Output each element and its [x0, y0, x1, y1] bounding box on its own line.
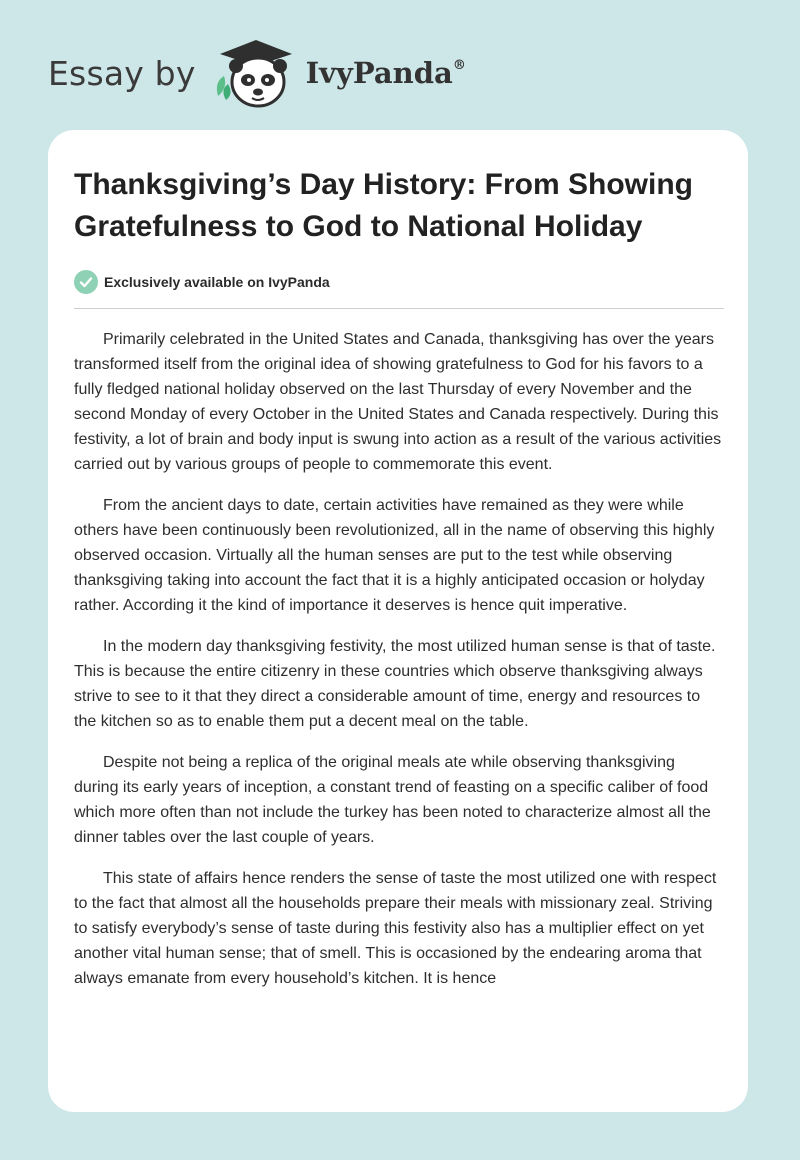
essay-body — [74, 327, 722, 991]
panda-graduate-icon — [212, 36, 300, 110]
brand-name: IvyPanda® — [305, 56, 466, 90]
brand-prefix: Essay by — [48, 53, 196, 93]
paragraph: From the ancient days to date, certain activities have remained as they were while others have been continuously been revolutionized, all in the name of observing this highly observed occasion. Virtually all the human senses are put to the test while observing thanksgiving taking into account the fact that it is a highly anticipated occasion or holyday rather. According it the kind of importance it deserves is hence quit imperative. — [74, 497, 715, 614]
paragraph: This state of affairs hence renders the sense of taste the most utilized one with respect to the fact that almost all the households prepare their meals with missionary zeal. Striving to satisfy everybody’s sense of taste during this festivity also has a multiplier effect on yet another vital human sense; that of smell. This is occasioned by the endearing aroma that always emanate from every household’s kitchen. It is hence — [74, 870, 717, 987]
paragraph: Despite not being a replica of the original meals ate while observing thanksgiving during its early years of inception, a constant trend of feasting on a specific caliber of food which more often than not include the turkey has been noted to characterize almost all the dinner tables over the last couple of years. — [74, 754, 711, 846]
essay-title: Thanksgiving’s Day History: From Showing Gratefulness to God to National Holiday — [74, 168, 693, 243]
essay-card — [48, 130, 748, 1112]
paragraph: In the modern day thanksgiving festivity, the most utilized human sense is that of taste. This is because the entire citizenry in these countries which observe thanksgiving always strive to see to it that they direct a considerable amount of time, energy and resources to the kitchen so as to enable them put a decent meal on the table. — [74, 638, 716, 730]
exclusive-badge — [74, 270, 722, 294]
site-brand[interactable] — [48, 36, 466, 110]
paragraph: Primarily celebrated in the United States and Canada, thanksgiving has over the years transformed itself from the original idea of showing gratefulness to God for his favors to a fully fledged national holiday observed on the last Thursday of every November and the second Monday of every October in the United States and Canada respectively. During this festivity, a lot of brain and body input is swung into action as a result of the various activities carried out by various groups of people to commemorate this event. — [74, 331, 722, 473]
divider — [74, 308, 724, 309]
check-circle-icon — [74, 270, 98, 294]
exclusive-badge-label: Exclusively available on IvyPanda — [104, 274, 330, 290]
